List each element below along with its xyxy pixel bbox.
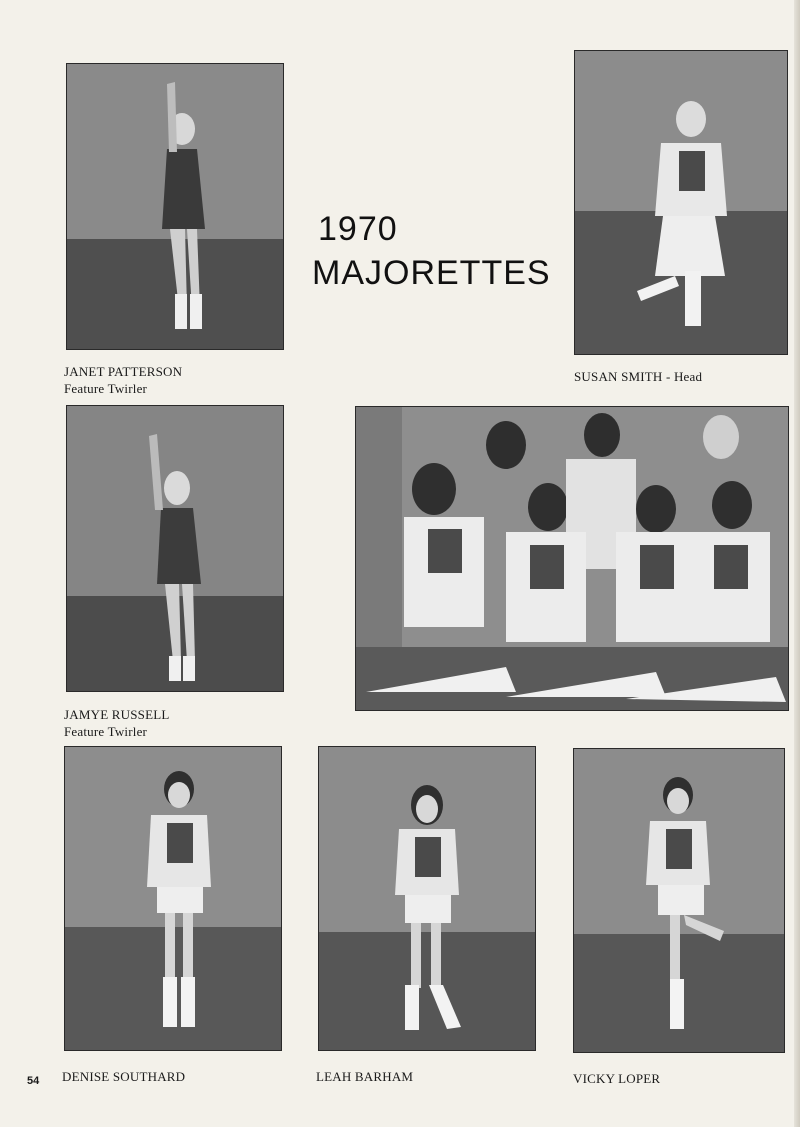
- photo-jamye-russell: [66, 405, 284, 692]
- photo-vicky-loper: [573, 748, 785, 1053]
- caption-role: Feature Twirler: [64, 381, 148, 396]
- caption-leah-barham: [316, 1068, 413, 1085]
- page-number: 54: [27, 1075, 40, 1087]
- photo-leah-barham: [318, 746, 536, 1051]
- caption-name: DENISE SOUTHARD: [62, 1069, 186, 1084]
- page-edge: [794, 0, 800, 1127]
- caption-jamye-russell: [64, 706, 170, 740]
- caption-susan-smith: [574, 368, 702, 385]
- caption-name: SUSAN SMITH - Head: [574, 369, 703, 384]
- photo-denise-southard: [64, 746, 282, 1051]
- caption-denise-southard: [62, 1068, 185, 1085]
- caption-vicky-loper: [573, 1070, 660, 1087]
- caption-role: Feature Twirler: [64, 724, 148, 739]
- title-year: 1970: [318, 210, 398, 248]
- caption-janet-patterson: [64, 363, 182, 397]
- caption-name: JANET PATTERSON: [64, 364, 183, 379]
- photo-janet-patterson: [66, 63, 284, 350]
- group-photo: [355, 406, 789, 711]
- caption-name: JAMYE RUSSELL: [64, 707, 170, 722]
- title-majorettes: MAJORETTES: [312, 254, 551, 292]
- caption-name-text: SUSAN SMITH: [574, 369, 663, 384]
- caption-name: VICKY LOPER: [573, 1071, 661, 1086]
- photo-susan-smith: [574, 50, 788, 355]
- caption-name: LEAH BARHAM: [316, 1069, 414, 1084]
- caption-role: Head: [673, 369, 703, 384]
